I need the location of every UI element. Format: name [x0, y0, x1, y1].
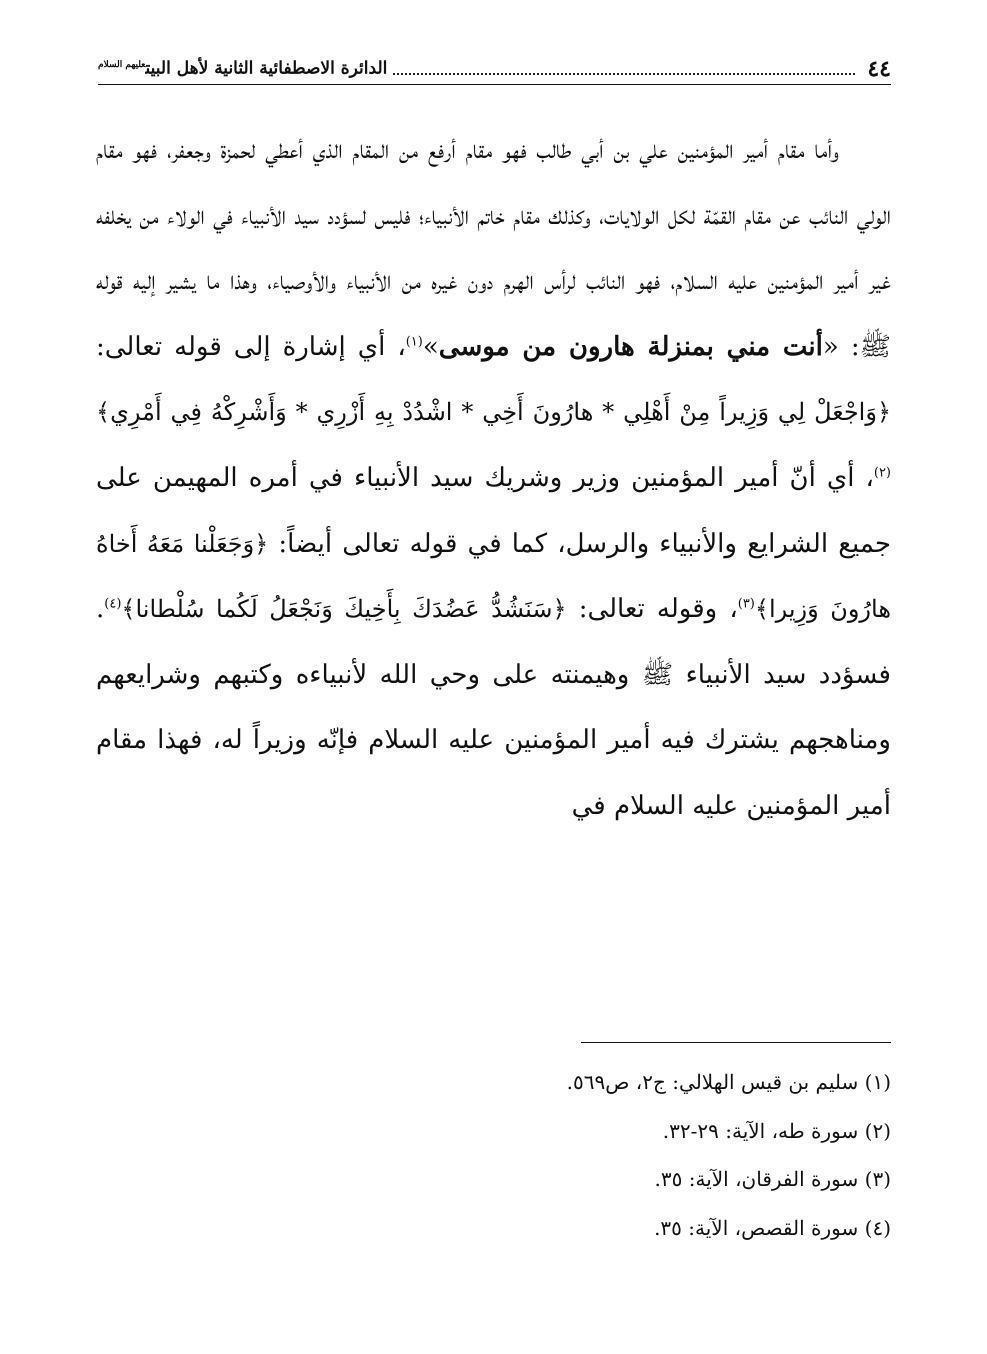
- quran-verse: ﴿وَاجْعَلْ لِي وَزِيراً مِنْ أَهْلِي * هارُونَ أَخِي * اشْدُدْ بِهِ أَزْرِي * وَأَشْرِكْهُ فِي أَمْرِي﴾: [96, 398, 892, 427]
- quran-verse: ﴿سَنَشُدُّ عَضُدَكَ بِأَخِيكَ وَنَجْعَلُ لَكُما سُلْطانا﴾: [121, 595, 567, 624]
- running-title-text: الدائرة الاصطفائية الثانية لأهل البيت: [145, 59, 388, 79]
- body-text: [96, 118, 891, 840]
- footnote: (١) سليم بن قيس الهلالي: ج٢، ص٥٦٩.: [566, 1070, 891, 1094]
- footnote-ref: (٣): [737, 596, 755, 612]
- text-run: وأما مقام أمير المؤمنين علي بن أبي طالب فهو مقام أرفع من المقام الذي أعطي لحمزة وجعفر، فهو مقام الولي النائب عن مقام القمّة لكل الولايات، وكذلك مقام خاتم الأنبياء؛ فليس لسؤدد سيد الأنبياء في الولاء من يخلفه غير أمير المؤمنين عليه السلام، فهو النائب لرأس الهرم دون غيره من الأنبياء والأوصياء، وهذا ما يشير إليه قوله ﷺ: «: [96, 135, 891, 362]
- footnote: (٣) سورة الفرقان، الآية: ٣٥.: [654, 1167, 891, 1191]
- honorific-mark: عليهم السلام: [98, 60, 146, 71]
- text-run: ، أي أنّ أمير المؤمنين وزير وشريك سيد الأنبياء في أمره المهيمن على جميع الشرايع والأنبياء والرسل، كما في قوله تعالى أيضاً:: [96, 462, 891, 559]
- footnote-ref: (٤): [104, 596, 122, 612]
- paragraph: [96, 118, 891, 840]
- header-dot-leader: [393, 73, 855, 75]
- footnotes: [96, 1058, 891, 1252]
- text-run: ، أي إشارة إلى قوله تعالى:: [96, 331, 406, 362]
- text-run: »: [422, 331, 439, 362]
- text-run: . فسؤدد سيد الأنبياء ﷺ وهيمنته على وحي الله لأنبياءه وكتبهم وشرايعهم ومناهجهم يشترك فيه أمير المؤمنين عليه السلام فإنّه وزيراً له، فهذا مقام أمير المؤمنين عليه السلام في: [96, 594, 891, 821]
- hadith-quote: أنت مني بمنزلة هارون من موسى: [438, 331, 823, 362]
- footnote: (٢) سورة طه، الآية: ٢٩-٣٢.: [662, 1118, 891, 1143]
- quran-verse: ﴿وَجَعَلْنا مَعَهُ أَخاهُ هارُونَ وَزِيرا﴾: [96, 529, 891, 624]
- page-number: ٤٤: [867, 56, 891, 82]
- footnote-separator: [581, 1042, 891, 1043]
- footnote-ref: (١): [405, 334, 423, 350]
- page-header: [98, 50, 891, 85]
- footnote: (٤) سورة القصص، الآية: ٣٥.: [654, 1215, 891, 1240]
- text-run: ، وقوله تعالى:: [566, 594, 738, 625]
- running-title: [98, 50, 387, 84]
- footnote-ref: (٢): [873, 465, 891, 481]
